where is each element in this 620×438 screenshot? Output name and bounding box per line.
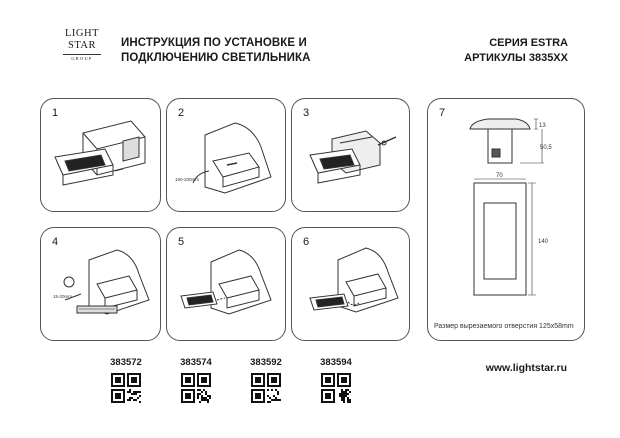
step-number: 2 — [178, 107, 185, 119]
step-card-6 — [291, 227, 410, 341]
step-5-illustration — [167, 228, 287, 342]
article-item — [100, 357, 152, 403]
logo-line-1: LIGHT — [65, 28, 99, 39]
step-card-4 — [40, 227, 161, 341]
website-link[interactable]: www.lightstar.ru — [485, 362, 567, 374]
cutout-note: Размер вырезаемого отверстия 125x58mm — [434, 323, 574, 330]
cable-length-label: 150-200mm — [175, 177, 200, 182]
dim-depth: 50,5 — [540, 145, 552, 151]
article-code: 383592 — [250, 357, 282, 368]
qr-code-icon — [251, 373, 281, 403]
step-card-5 — [166, 227, 286, 341]
dimension-drawing — [428, 99, 586, 342]
dim-height: 140 — [538, 239, 549, 245]
articles-label: АРТИКУЛЫ 3835XX — [464, 52, 568, 64]
article-item — [240, 357, 292, 403]
step-3-illustration — [292, 99, 411, 213]
strip-length-label: 15-20mm — [53, 294, 73, 299]
step-card-3 — [291, 98, 410, 212]
article-code: 383594 — [320, 357, 352, 368]
step-number: 6 — [303, 236, 310, 248]
article-item — [170, 357, 222, 403]
qr-code-icon — [181, 373, 211, 403]
qr-code-icon — [111, 373, 141, 403]
article-item — [310, 357, 362, 403]
step-number: 4 — [52, 236, 59, 248]
series-info — [464, 36, 568, 66]
step-card-7 — [427, 98, 585, 341]
series-label: СЕРИЯ ESTRA — [489, 37, 568, 49]
lightstar-logo — [63, 29, 101, 65]
step-6-illustration — [292, 228, 411, 342]
dim-width: 70 — [496, 173, 503, 179]
step-number: 7 — [439, 107, 446, 119]
step-number: 1 — [52, 107, 59, 119]
title-line-1: ИНСТРУКЦИЯ ПО УСТАНОВКЕ И — [121, 37, 307, 49]
dim-height-top: 13 — [539, 123, 546, 129]
qr-code-icon — [321, 373, 351, 403]
step-number: 5 — [178, 236, 185, 248]
step-4-illustration — [41, 228, 162, 342]
logo-line-2: STAR — [68, 40, 96, 51]
step-2-illustration — [167, 99, 287, 213]
step-1-illustration — [41, 99, 162, 213]
title-line-2: ПОДКЛЮЧЕНИЮ СВЕТИЛЬНИКА — [121, 52, 311, 64]
step-card-2 — [166, 98, 286, 212]
article-code: 383572 — [110, 357, 142, 368]
step-card-1 — [40, 98, 161, 212]
document-title — [121, 36, 311, 66]
article-code: 383574 — [180, 357, 212, 368]
logo-line-3: GROUP — [63, 54, 101, 62]
step-number: 3 — [303, 107, 310, 119]
